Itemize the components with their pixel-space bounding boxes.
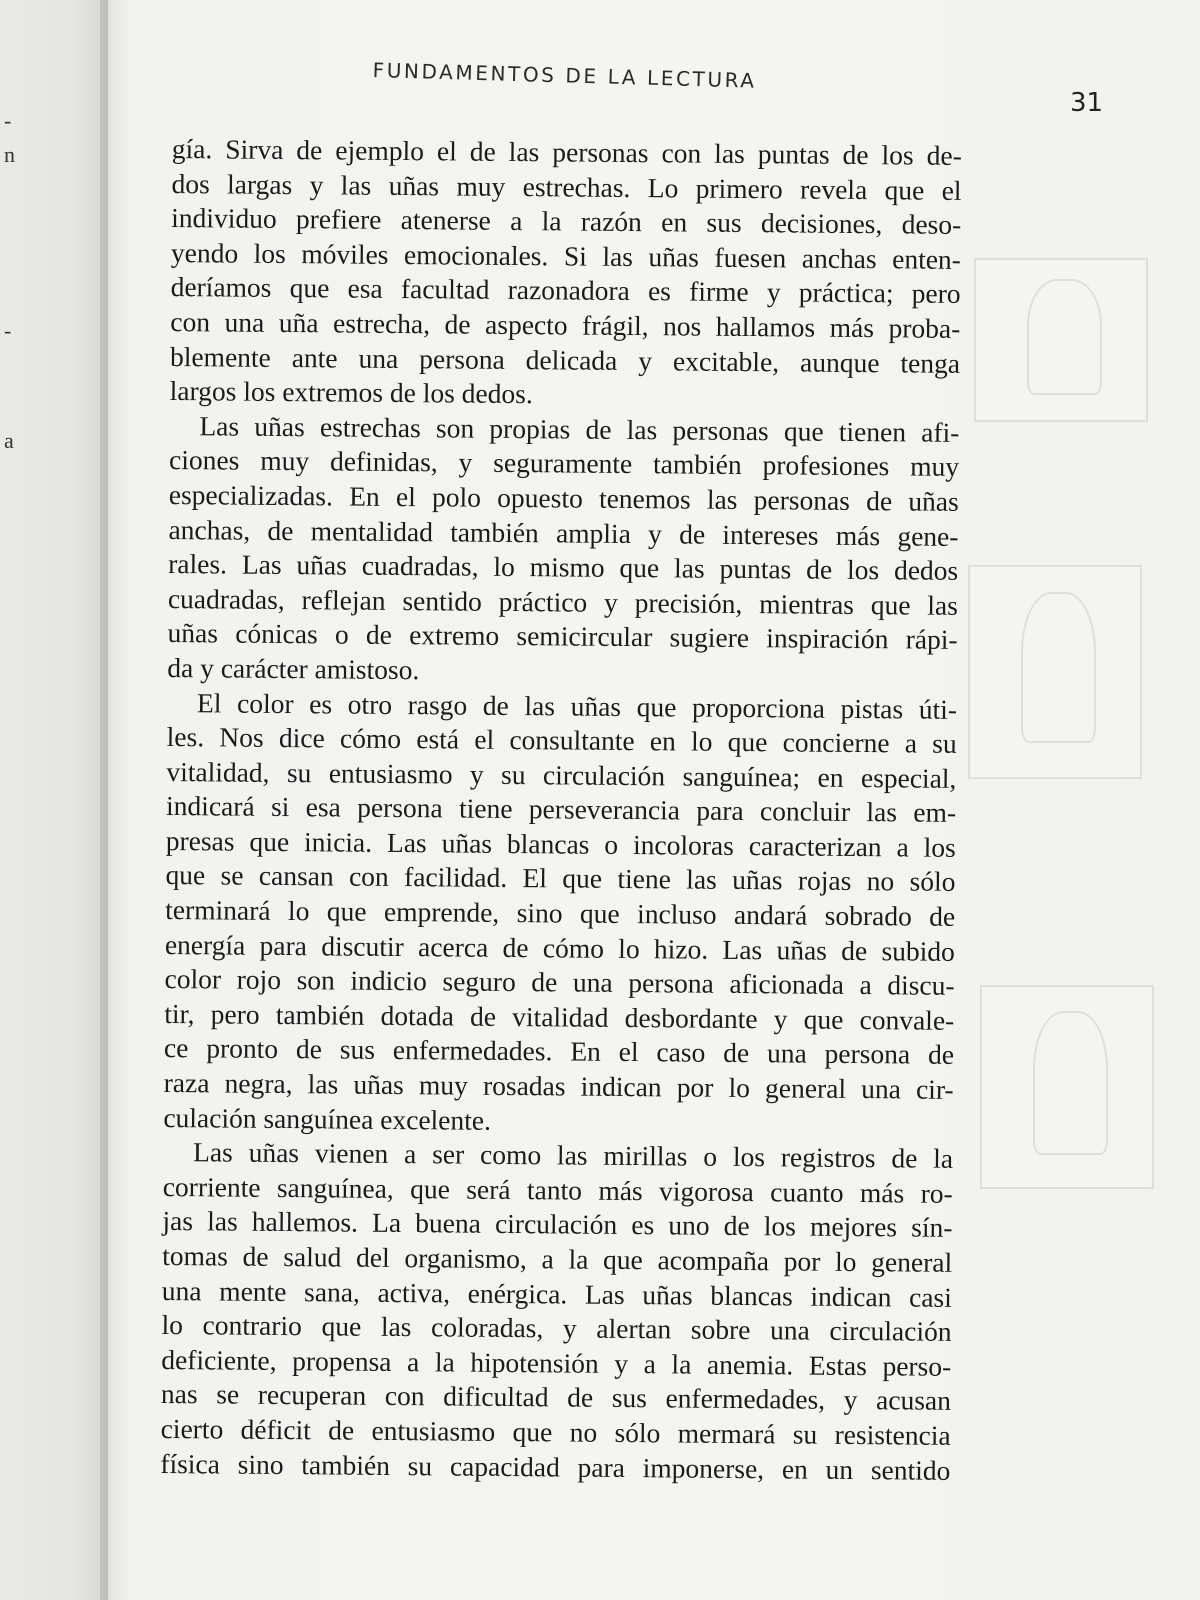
text-line: Las uñas estrechas son propias de las personas que tienen afi- bbox=[199, 410, 960, 448]
text-line: física sino también su capacidad para imponerse, en un sentido bbox=[160, 1447, 951, 1486]
text-line: da y carácter amistoso. bbox=[167, 651, 420, 686]
show-through-hand-illustration bbox=[968, 565, 1142, 779]
text-line: jas las hallemos. La buena circulación es uno de los mejores sín- bbox=[162, 1205, 953, 1244]
paragraph-1 bbox=[170, 132, 962, 416]
hand-outline bbox=[1021, 592, 1096, 743]
show-through-hand-illustration bbox=[980, 985, 1154, 1189]
text-line: rales. Las uñas cuadradas, lo mismo que las puntas de los dedos bbox=[168, 548, 959, 587]
text-line: gía. Sirva de ejemplo el de las personas con las puntas de los de- bbox=[171, 132, 962, 171]
paragraph-4 bbox=[160, 1135, 953, 1488]
text-line: anchas, de mentalidad también amplia y de intereses más gene- bbox=[168, 513, 959, 552]
body-text bbox=[160, 132, 962, 1488]
text-line: nas se recuperan con dificultad de sus enfermedades, y acusan bbox=[160, 1378, 952, 1417]
hand-outline bbox=[1027, 279, 1102, 395]
text-line: presas que inicia. Las uñas blancas o incoloras caracterizan a los bbox=[165, 824, 956, 863]
text-line: energía para discutir acerca de cómo lo hizo. Las uñas de subido bbox=[164, 928, 956, 967]
text-line: cierto déficit de entusiasmo que no sólo mermará su resistencia bbox=[160, 1412, 951, 1451]
text-line: ce pronto de sus enfermedades. En el caso de una persona de bbox=[163, 1032, 955, 1071]
text-line: les. Nos dice cómo está el consultante en lo que concierne a su bbox=[166, 721, 957, 759]
running-head: FUNDAMENTOS DE LA LECTURA bbox=[372, 58, 757, 93]
left-page-fragment: ‐ bbox=[4, 108, 12, 133]
text-line: cuadradas, reflejan sentido práctico y precisión, mientras que las bbox=[167, 582, 959, 621]
text-line: indicará si esa persona tiene perseverancia para concluir las em- bbox=[165, 790, 957, 829]
text-line: tir, pero también dotada de vitalidad desbordante y que convale- bbox=[164, 997, 955, 1036]
hand-outline bbox=[1033, 1011, 1108, 1155]
paragraph-2 bbox=[167, 409, 959, 693]
text-line: deficiente, propensa a la hipotensión y a la anemia. Estas perso- bbox=[161, 1343, 952, 1382]
left-page-fragment: - bbox=[4, 318, 12, 343]
left-page-fragment: n bbox=[4, 142, 15, 167]
text-line: individuo prefiere atenerse a la razón en sus decisiones, deso- bbox=[171, 202, 962, 241]
text-line: terminará lo que emprende, sino que incluso andará sobrado de bbox=[165, 894, 956, 932]
text-line: largos los extremos de los dedos. bbox=[169, 375, 533, 410]
page-number: 31 bbox=[1070, 88, 1104, 118]
right-page bbox=[108, 0, 1200, 1600]
text-line: ciones muy definidas, y seguramente también profesiones muy bbox=[169, 444, 960, 483]
text-line: yendo los móviles emocionales. Si las uñas fuesen anchas enten- bbox=[170, 236, 962, 275]
text-line: uñas cónicas o de extremo semicircular sugiere inspiración rápi- bbox=[167, 617, 958, 656]
text-line: El color es otro rasgo de las uñas que proporciona pistas úti- bbox=[196, 686, 958, 725]
text-line: una mente sana, activa, enérgica. Las uñas blancas indican casi bbox=[161, 1274, 952, 1313]
text-line: Las uñas vienen a ser como las mirillas o los registros de la bbox=[192, 1136, 954, 1175]
paragraph-3 bbox=[163, 685, 957, 1142]
text-line: lo contrario que las coloradas, y alertan sobre una circulación bbox=[161, 1309, 952, 1348]
text-line: corriente sanguínea, que será tanto más vigorosa cuanto más ro- bbox=[162, 1170, 953, 1209]
left-page-fragment: a bbox=[4, 428, 14, 453]
text-line: deríamos que esa facultad razonadora es firme y práctica; pero bbox=[170, 271, 961, 310]
text-line: culación sanguínea excelente. bbox=[163, 1101, 492, 1136]
text-line: blemente ante una persona delicada y excitable, aunque tenga bbox=[169, 340, 961, 379]
text-line: vitalidad, su entusiasmo y su circulación sanguínea; en especial, bbox=[166, 755, 957, 794]
text-line: con una uña estrecha, de aspecto frágil, nos hallamos más proba- bbox=[170, 305, 961, 344]
text-line: color rojo son indicio seguro de una persona aficionada a discu- bbox=[164, 963, 955, 1002]
text-line: raza negra, las uñas muy rosadas indican por lo general una cir- bbox=[163, 1066, 954, 1105]
text-line: dos largas y las uñas muy estrechas. Lo primero revela que el bbox=[171, 167, 962, 206]
text-line: especializadas. En el polo opuesto tenemos las personas de uñas bbox=[168, 478, 959, 517]
left-page-edge bbox=[0, 0, 108, 1600]
text-line: tomas de salud del organismo, a la que acompaña por lo general bbox=[162, 1239, 953, 1278]
text-line: que se cansan con facilidad. El que tiene las uñas rojas no sólo bbox=[165, 859, 956, 898]
show-through-hand-illustration bbox=[974, 258, 1148, 422]
